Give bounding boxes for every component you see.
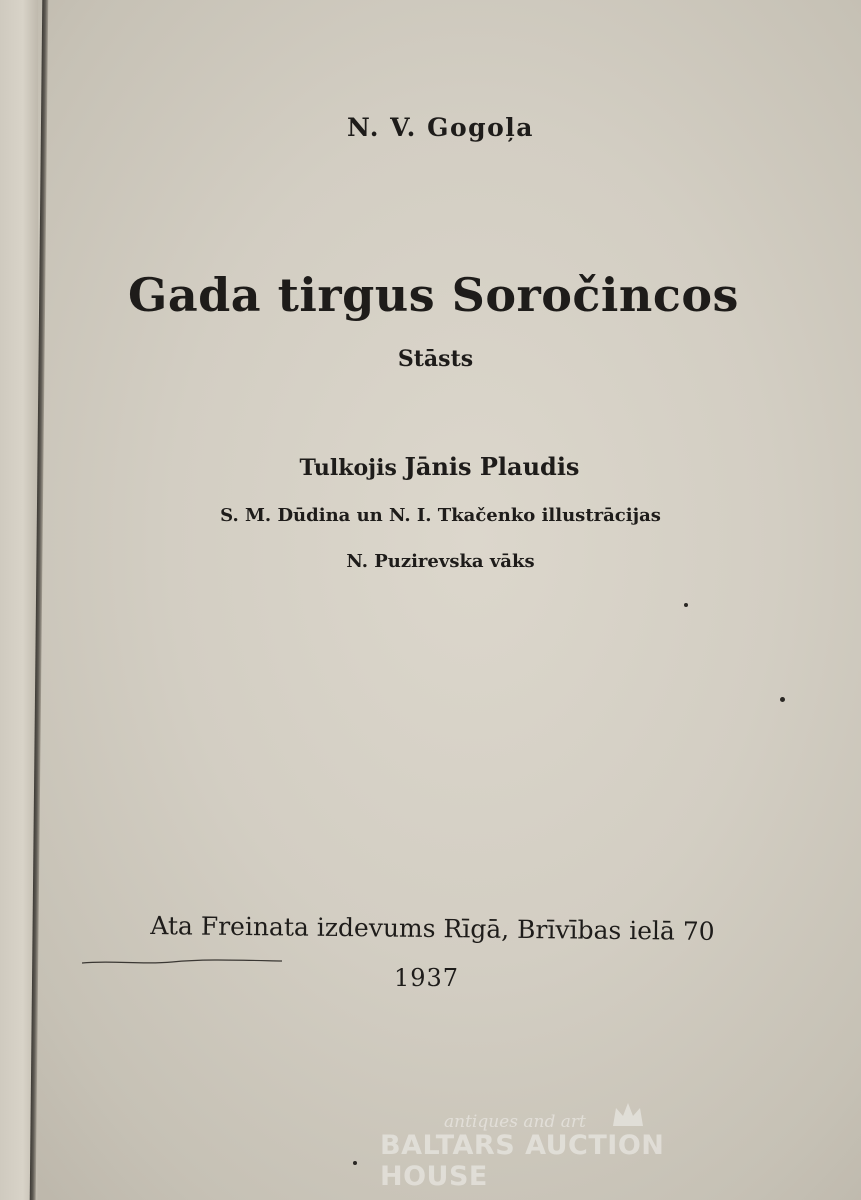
paper-speck (780, 697, 785, 702)
paper-speck (684, 603, 688, 607)
crown-icon (610, 1100, 646, 1128)
translator-prefix: Tulkojis (299, 455, 397, 481)
book-title: Gada tirgus Soročincos (128, 268, 739, 322)
translator-line (9, 452, 861, 481)
auction-house-watermark (380, 1100, 780, 1192)
watermark-tagline: antiques and art (444, 1112, 586, 1132)
cover-credit: N. Puzirevska vāks (346, 551, 535, 572)
publication-year: 1937 (393, 964, 460, 992)
illustrations-credit: S. M. Dūdina un N. I. Tkačenko illustrācijas (220, 505, 661, 526)
watermark-name: BALTARS AUCTION HOUSE (380, 1130, 665, 1192)
author-name: N. V. Gogoļa (347, 113, 534, 142)
paper-speck (353, 1161, 357, 1165)
publisher-line: Ata Freinata izdevums Rīgā, Brīvības ielā 70 (150, 911, 715, 946)
book-genre: Stāsts (397, 346, 474, 372)
translator-name: Jānis Plaudis (404, 452, 580, 481)
